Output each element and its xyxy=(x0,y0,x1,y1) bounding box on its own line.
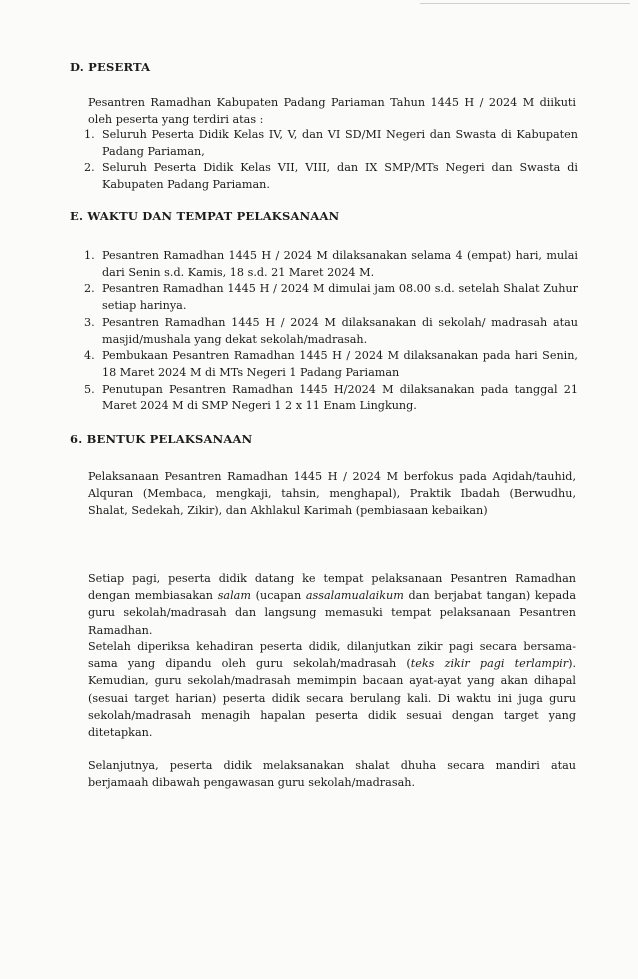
list-item: 3. Pesantren Ramadhan 1445 H / 2024 M dilaksanakan di sekolah/ madrasah atau masjid/mushala yang dekat sekolah/madrasah. xyxy=(84,315,578,346)
list-item: 2. Seluruh Peserta Didik Kelas VII, VIII, dan IX SMP/MTs Negeri dan Swasta di Kabupaten Padang Pariaman. xyxy=(84,161,578,192)
section-6-paragraph-4: Selanjutnya, peserta didik melaksanakan shalat dhuha secara mandiri atau berjamaah dibawah pengawasan guru sekolah/madrasah. xyxy=(88,759,576,790)
list-item: 1. Seluruh Peserta Didik Kelas IV, V, dan VI SD/MI Negeri dan Swasta di Kabupaten Padang Pariaman, xyxy=(84,128,578,158)
section-e-list xyxy=(84,248,578,415)
section-6-heading: 6. BENTUK PELAKSANAAN xyxy=(70,432,253,446)
section-6-paragraph-1: Pelaksanaan Pesantren Ramadhan 1445 H / 2024 M berfokus pada Aqidah/tauhid, Alquran (Membaca, mengkaji, tahsin, menghapal), Praktik Ibadah (Berwudhu, Shalat, Sedekah, Zikir), dan Akhlakul Karimah (pembiasaan kebaikan) xyxy=(88,470,576,518)
list-item: 2. Pesantren Ramadhan 1445 H / 2024 M dimulai jam 08.00 s.d. setelah Shalat Zuhur setiap harinya. xyxy=(84,282,578,313)
list-item: 5. Penutupan Pesantren Ramadhan 1445 H/2024 M dilaksanakan pada tanggal 21 Maret 2024 M di SMP Negeri 1 2 x 11 Enam Lingkung. xyxy=(84,382,578,413)
scan-edge-line xyxy=(420,3,630,4)
section-6-paragraph-3: Setelah diperiksa kehadiran peserta didik, dilanjutkan zikir pagi secara bersama-sama yang dipandu oleh guru sekolah/madrasah (teks zikir pagi terlampir). Kemudian, guru sekolah/madrasah memimpin bacaan ayat-ayat yang akan dihapal (sesuai target harian) peserta didik secara berulang kali. Di waktu ini juga guru sekolah/madrasah menagih hapalan peserta didik sesuai dengan target yang ditetapkan. xyxy=(88,640,576,740)
section-e-heading: E. WAKTU DAN TEMPAT PELAKSANAAN xyxy=(70,209,340,223)
section-d-list xyxy=(84,127,578,194)
list-item: 4. Pembukaan Pesantren Ramadhan 1445 H / 2024 M dilaksanakan pada hari Senin, 18 Maret 2024 M di MTs Negeri 1 Padang Pariaman xyxy=(84,349,578,379)
section-d-heading: D. PESERTA xyxy=(70,60,151,74)
section-6-paragraph-2: Setiap pagi, peserta didik datang ke tempat pelaksanaan Pesantren Ramadhan dengan membiasakan salam (ucapan assalamualaikum dan berjabat tangan) kepada guru sekolah/madrasah dan langsung memasuki tempat pelaksanaan Pesantren Ramadhan. xyxy=(88,572,576,637)
section-d-intro: Pesantren Ramadhan Kabupaten Padang Pariaman Tahun 1445 H / 2024 M diikuti oleh peserta yang terdiri atas : xyxy=(88,96,576,127)
list-item: 1. Pesantren Ramadhan 1445 H / 2024 M dilaksanakan selama 4 (empat) hari, mulai dari Senin s.d. Kamis, 18 s.d. 21 Maret 2024 M. xyxy=(84,249,578,279)
